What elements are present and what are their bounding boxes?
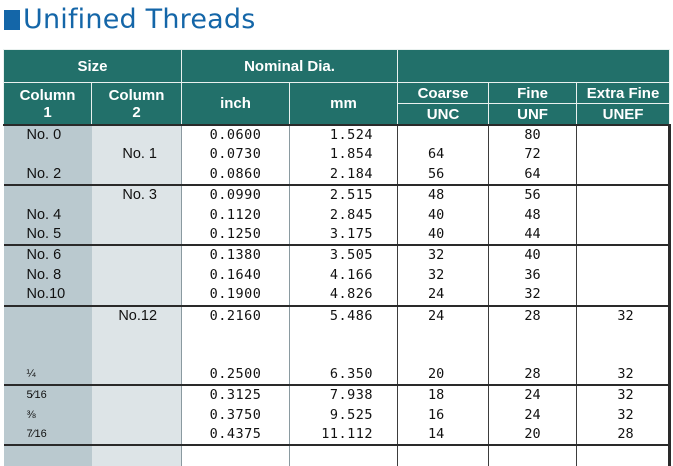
cell-inch: 0.1120 (182, 206, 290, 225)
cell-mm: 5.486 (290, 306, 398, 326)
cell-inch: 0.2160 (182, 306, 290, 326)
cell-unef (577, 185, 670, 205)
page-title-text: Unifined Threads (23, 3, 256, 35)
cell-unf: 28 (489, 306, 577, 326)
cell-col2 (92, 406, 182, 425)
cell-col1: No. 0 (4, 125, 92, 145)
cell-unc: 18 (398, 385, 489, 405)
cell-unc: 20 (398, 365, 489, 385)
cell-mm (290, 345, 398, 364)
cell-unc: 32 (398, 266, 489, 285)
cell-col1 (4, 145, 92, 164)
cell-unf: 24 (489, 406, 577, 425)
header-unef: UNEF (577, 104, 670, 126)
table-row (4, 245, 670, 265)
cell-unef (577, 445, 670, 465)
cell-unef: 28 (577, 425, 670, 445)
table-row (4, 145, 670, 164)
cell-col2 (92, 165, 182, 185)
cell-mm: 11.112 (290, 425, 398, 445)
cell-mm: 3.175 (290, 225, 398, 245)
table-row (4, 365, 670, 385)
header-inch: inch (182, 83, 290, 126)
table-row (4, 125, 670, 145)
cell-unf: 28 (489, 365, 577, 385)
table-row (4, 266, 670, 285)
cell-mm: 2.515 (290, 185, 398, 205)
table-row (4, 406, 670, 425)
cell-col2 (92, 266, 182, 285)
cell-col1: 5⁄16 (4, 385, 92, 405)
cell-inch: 0.0990 (182, 185, 290, 205)
table-row (4, 445, 670, 465)
cell-unef: 32 (577, 406, 670, 425)
title-square-icon (4, 10, 20, 30)
header-column1-line2: 1 (43, 103, 52, 121)
cell-unef (577, 165, 670, 185)
table-row (4, 306, 670, 326)
cell-mm: 3.505 (290, 245, 398, 265)
cell-col2: No. 1 (92, 145, 182, 164)
cell-col1: No. 8 (4, 266, 92, 285)
header-extra-fine: Extra Fine (577, 83, 670, 104)
cell-unf: 80 (489, 125, 577, 145)
cell-mm: 4.166 (290, 266, 398, 285)
cell-col1 (4, 306, 92, 326)
cell-unef (577, 345, 670, 364)
thread-table (3, 49, 673, 443)
header-column2-line2: 2 (132, 103, 141, 121)
table-row (4, 185, 670, 205)
cell-unef: 32 (577, 365, 670, 385)
cell-inch: 0.3125 (182, 385, 290, 405)
header-coarse: Coarse (398, 83, 489, 104)
cell-mm: 1.854 (290, 145, 398, 164)
cell-unf: 44 (489, 225, 577, 245)
cell-col1: ¼ (4, 365, 92, 385)
cell-unf: 32 (489, 285, 577, 305)
cell-unc: 14 (398, 425, 489, 445)
header-nominal-dia: Nominal Dia. (182, 50, 398, 83)
cell-unf: 48 (489, 206, 577, 225)
cell-unef (577, 245, 670, 265)
cell-unc: 24 (398, 285, 489, 305)
cell-col1: No. 2 (4, 165, 92, 185)
cell-col1: No. 6 (4, 245, 92, 265)
cell-unc (398, 125, 489, 145)
cell-unef (577, 206, 670, 225)
cell-col1: No. 5 (4, 225, 92, 245)
table-row (4, 385, 670, 405)
header-column2 (92, 83, 182, 126)
cell-unef: 32 (577, 385, 670, 405)
cell-col2 (92, 285, 182, 305)
cell-unef (577, 266, 670, 285)
cell-unef (577, 285, 670, 305)
cell-unc: 32 (398, 245, 489, 265)
cell-unf: 64 (489, 165, 577, 185)
cell-mm: 6.350 (290, 365, 398, 385)
cell-col2 (92, 326, 182, 345)
thread-table-grid (3, 49, 671, 466)
cell-unc (398, 326, 489, 345)
header-unc: UNC (398, 104, 489, 126)
cell-unef: 32 (577, 306, 670, 326)
cell-inch: 0.4375 (182, 425, 290, 445)
cell-inch (182, 345, 290, 364)
cell-mm: 4.826 (290, 285, 398, 305)
cell-unf: 40 (489, 245, 577, 265)
header-fine: Fine (489, 83, 577, 104)
header-column1 (4, 83, 92, 126)
cell-inch: 0.2500 (182, 365, 290, 385)
cell-inch: 0.0860 (182, 165, 290, 185)
cell-unf: 56 (489, 185, 577, 205)
header-unf: UNF (489, 104, 577, 126)
cell-col2 (92, 245, 182, 265)
cell-unf (489, 445, 577, 465)
header-size: Size (4, 50, 182, 83)
cell-unf: 36 (489, 266, 577, 285)
header-mm: mm (290, 83, 398, 126)
cell-unc: 40 (398, 206, 489, 225)
table-row (4, 225, 670, 245)
cell-mm: 7.938 (290, 385, 398, 405)
cell-unf: 72 (489, 145, 577, 164)
cell-inch: 0.1900 (182, 285, 290, 305)
cell-col2 (92, 365, 182, 385)
cell-col1: No. 4 (4, 206, 92, 225)
cell-inch (182, 445, 290, 465)
table-row (4, 425, 670, 445)
cell-inch: 0.3750 (182, 406, 290, 425)
header-column1-line1: Column (19, 86, 76, 104)
cell-unc: 64 (398, 145, 489, 164)
table-row (4, 345, 670, 364)
cell-mm: 2.184 (290, 165, 398, 185)
cell-col2 (92, 206, 182, 225)
cell-mm (290, 326, 398, 345)
cell-unc (398, 445, 489, 465)
cell-col1 (4, 345, 92, 364)
cell-unc: 16 (398, 406, 489, 425)
cell-mm (290, 445, 398, 465)
cell-inch: 0.0600 (182, 125, 290, 145)
cell-unf (489, 345, 577, 364)
cell-unef (577, 145, 670, 164)
cell-unc: 40 (398, 225, 489, 245)
cell-unef (577, 125, 670, 145)
cell-mm: 9.525 (290, 406, 398, 425)
cell-inch: 0.1250 (182, 225, 290, 245)
cell-unef (577, 326, 670, 345)
cell-unc: 48 (398, 185, 489, 205)
cell-col1: 7⁄16 (4, 425, 92, 445)
cell-col2 (92, 445, 182, 465)
cell-col2 (92, 125, 182, 145)
cell-unf: 20 (489, 425, 577, 445)
cell-col2 (92, 425, 182, 445)
page-title (4, 3, 256, 35)
cell-col1 (4, 445, 92, 465)
cell-inch: 0.1640 (182, 266, 290, 285)
cell-mm: 2.845 (290, 206, 398, 225)
cell-col1: ⅜ (4, 406, 92, 425)
cell-inch: 0.0730 (182, 145, 290, 164)
cell-unc: 24 (398, 306, 489, 326)
cell-col2 (92, 385, 182, 405)
cell-unf (489, 326, 577, 345)
cell-inch: 0.1380 (182, 245, 290, 265)
cell-col2: No.12 (92, 306, 182, 326)
table-row (4, 326, 670, 345)
cell-inch (182, 326, 290, 345)
header-thread-pitch-blank (398, 50, 670, 83)
cell-col2: No. 3 (92, 185, 182, 205)
cell-col2 (92, 345, 182, 364)
cell-unef (577, 225, 670, 245)
cell-col2 (92, 225, 182, 245)
cell-unc (398, 345, 489, 364)
cell-col1 (4, 326, 92, 345)
table-row (4, 285, 670, 305)
cell-col1: No.10 (4, 285, 92, 305)
header-column2-line1: Column (108, 86, 165, 104)
cell-unc: 56 (398, 165, 489, 185)
table-row (4, 206, 670, 225)
cell-col1 (4, 185, 92, 205)
cell-mm: 1.524 (290, 125, 398, 145)
table-row (4, 165, 670, 185)
cell-unf: 24 (489, 385, 577, 405)
